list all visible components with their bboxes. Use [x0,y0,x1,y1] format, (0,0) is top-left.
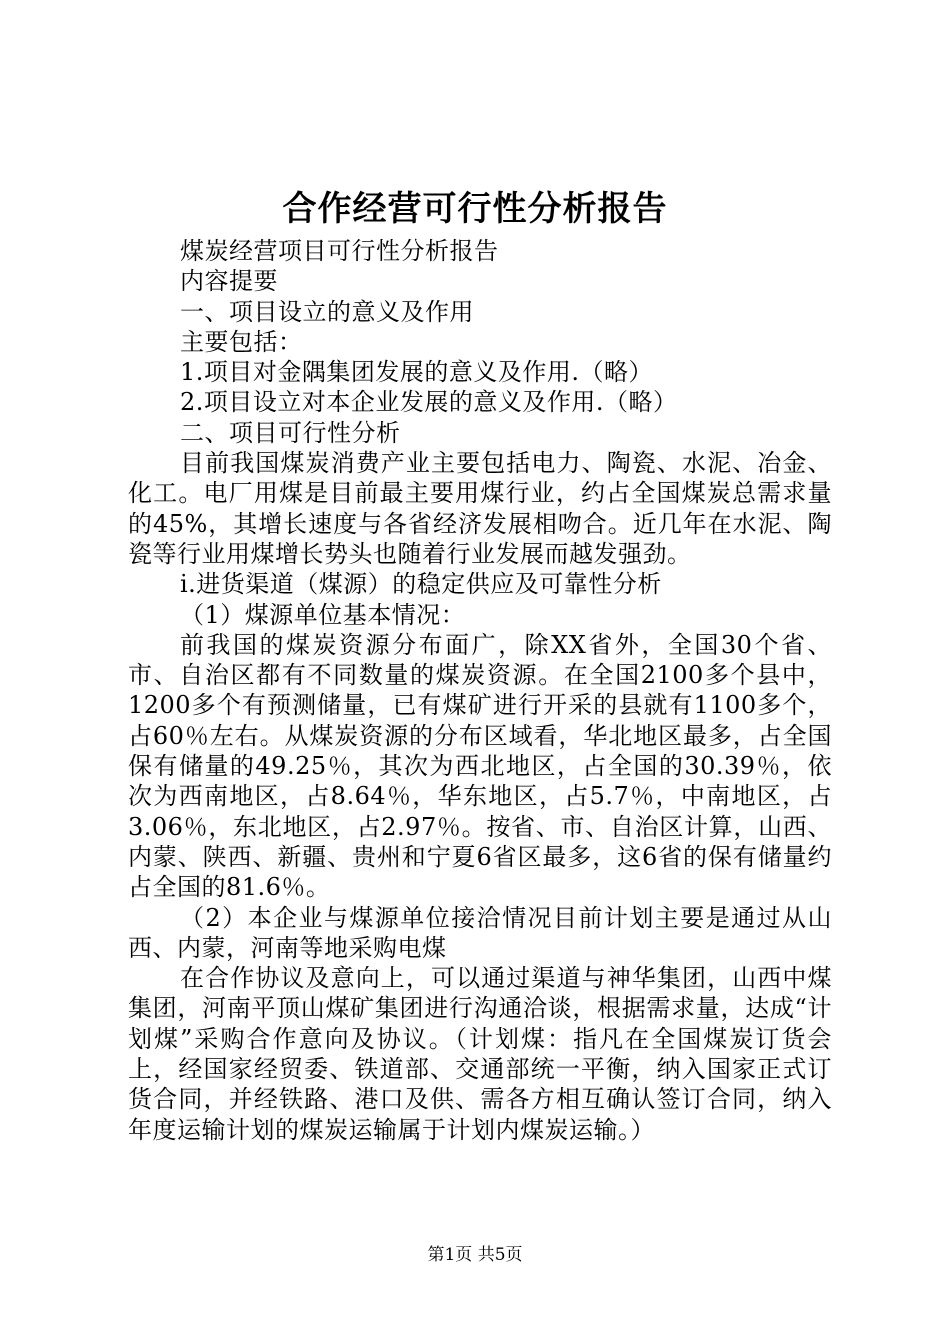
document-body [128,236,832,1145]
section-heading-significance: 一、项目设立的意义及作用 [180,297,474,326]
subsection-heading-supply: i.进货渠道（煤源）的稳定供应及可靠性分析 [180,570,662,599]
list-item-2: 2.项目设立对本企业发展的意义及作用.（略） [180,388,678,417]
paragraph-coal-distribution: 前我国的煤炭资源分布面广，除XX省外，全国30个省、市、自治区都有不同数量的煤炭资源。在全国2100多个县中，1200多个有预测储量，已有煤矿进行开采的县就有1100多个，占60％左右。从煤炭资源的分布区域看，华北地区最多，占全国保有储量的49.25％，其次为西北地区，占全国的30.39％，依次为西南地区，占8.64％，华东地区，占5.7％，中南地区，占3.06％，东北地区，占2.97％。按省、市、自治区计算，山西、内蒙、陕西、新疆、贵州和宁夏6省区最多，这6省的保有储量约占全国的81.6％。 [128,630,832,902]
paragraph-report-name: 煤炭经营项目可行性分析报告 [180,237,499,265]
subsection-heading-coal-source: （1）煤源单位基本情况： [180,600,466,629]
paragraph-coal-consumption: 目前我国煤炭消费产业主要包括电力、陶瓷、水泥、冶金、化工。电厂用煤是目前最主要用煤行业，约占全国煤炭总需求量的45%，其增长速度与各省经济发展相吻合。近几年在水泥、陶瓷等行业用煤增长势头也随着行业发展而越发强劲。 [128,449,832,568]
page-footer: 第1页 共5页 [427,1245,523,1265]
paragraph-summary-heading: 内容提要 [180,267,278,296]
document-title: 合作经营可行性分析报告 [282,189,668,229]
paragraph-cooperation-agreement: 在合作协议及意向上，可以通过渠道与神华集团，山西中煤集团，河南平顶山煤矿集团进行沟通洽谈，根据需求量，达成“计划煤”采购合作意向及协议。（计划煤：指凡在全国煤炭订货会上，经国家经贸委、铁道部、交通部统一平衡，纳入国家正式订货合同，并经铁路、港口及供、需各方相互确认签订合同，纳入年度运输计划的煤炭运输属于计划内煤炭运输。） [128,964,832,1144]
section-heading-feasibility: 二、项目可行性分析 [180,418,401,447]
paragraph-contact-status: （2）本企业与煤源单位接洽情况目前计划主要是通过从山西、内蒙，河南等地采购电煤 [128,903,832,962]
paragraph-main-includes: 主要包括： [180,327,303,356]
list-item-1: 1.项目对金隅集团发展的意义及作用.（略） [180,358,654,387]
